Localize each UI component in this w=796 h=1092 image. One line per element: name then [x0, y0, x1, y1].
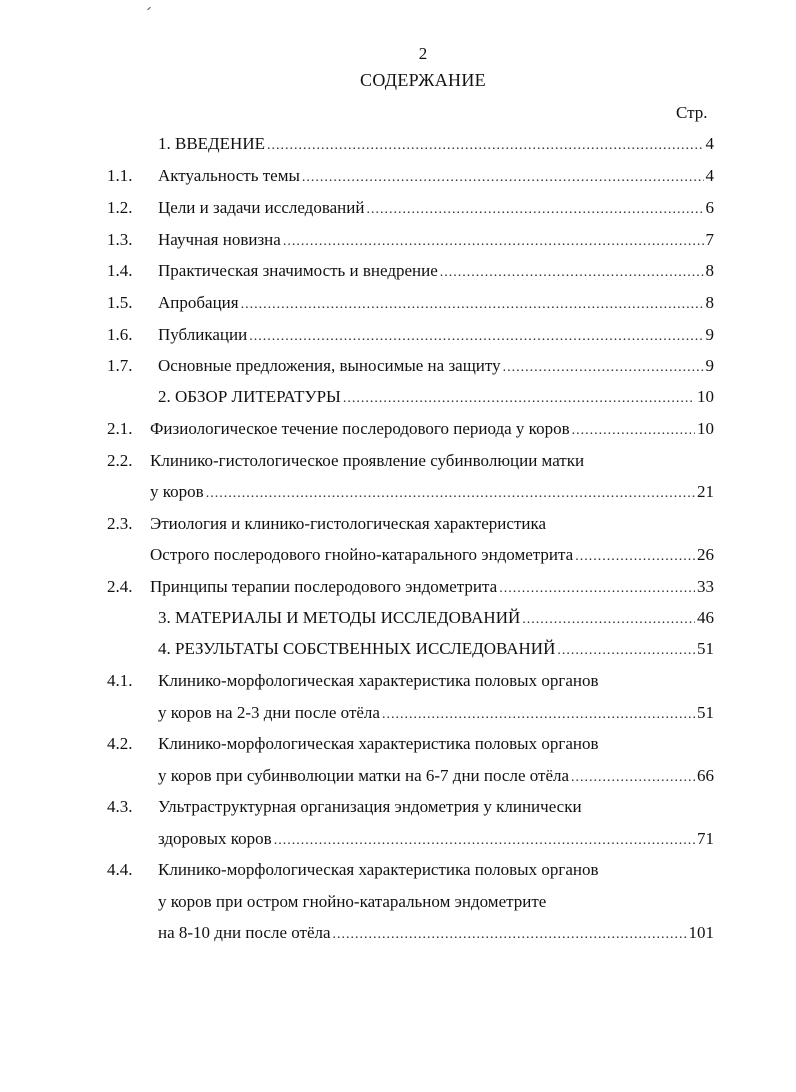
- toc-entry-title: Научная новизна: [158, 230, 281, 249]
- toc-entry-title: у коров при остром гнойно-катаральном эндометрите: [158, 892, 547, 911]
- toc-entry: [0, 576, 796, 598]
- toc-entry-title: у коров при субинволюции матки на 6-7 дни после отёла: [158, 766, 570, 785]
- toc-entry-page: 21: [697, 482, 714, 501]
- toc-entry-page: 33: [697, 577, 714, 596]
- toc-entry: [0, 544, 796, 566]
- toc-line: [158, 292, 714, 316]
- toc-entry: [0, 859, 796, 881]
- toc-entry-title: Цели и задачи исследований: [158, 198, 365, 217]
- toc-entry-number: 2.2.: [107, 451, 133, 470]
- toc-line: [158, 260, 714, 284]
- toc-entry-title: 4. РЕЗУЛЬТАТЫ СОБСТВЕННЫХ ИССЛЕДОВАНИЙ: [158, 639, 556, 658]
- toc-entry: [0, 386, 796, 408]
- toc-line: [158, 197, 714, 221]
- toc-entry-title: у коров: [150, 482, 204, 501]
- toc-entry-title: на 8-10 дни после отёла: [158, 923, 331, 942]
- toc-entry-page: 4: [705, 166, 714, 185]
- toc-entry-page: 10: [697, 419, 714, 438]
- leader-dots: [571, 767, 695, 789]
- toc-line: [158, 386, 714, 410]
- toc-line: [158, 765, 714, 789]
- toc-line: [158, 638, 714, 662]
- toc-line: [158, 133, 714, 157]
- toc-entry-title: Публикации: [158, 325, 248, 344]
- toc-entry-number: 2.1.: [107, 419, 133, 438]
- toc-entry: [0, 922, 796, 944]
- toc-entry-title: Клинико-морфологическая характеристика половых органов: [158, 671, 599, 690]
- toc-entry-title: Апробация: [158, 293, 239, 312]
- toc-entry-page: 51: [697, 703, 714, 722]
- toc-entry-title: Клинико-гистологическое проявление субинволюции матки: [150, 451, 585, 470]
- toc-entry-title: Принципы терапии послеродового эндометрита: [150, 577, 498, 596]
- toc-entry: [0, 450, 796, 472]
- toc-entry-number: 1.3.: [107, 230, 133, 249]
- toc-entry-number: 4.4.: [107, 860, 133, 879]
- toc-entry: [0, 133, 796, 155]
- toc-line: [158, 324, 714, 348]
- toc-entry-title: Основные предложения, выносимые на защиту: [158, 356, 501, 375]
- toc-entry-number: 4.3.: [107, 797, 133, 816]
- leader-dots: [206, 483, 695, 505]
- toc-entry-title: Клинико-морфологическая характеристика половых органов: [158, 860, 599, 879]
- toc-entry-page: 7: [705, 230, 714, 249]
- leader-dots: [333, 924, 687, 946]
- toc-line: [158, 355, 714, 379]
- leader-dots: [274, 830, 695, 852]
- toc-entry: [0, 796, 796, 818]
- leader-dots: [283, 231, 704, 253]
- toc-entry-page: 71: [697, 829, 714, 848]
- toc-entry: [0, 324, 796, 346]
- toc-entry: [0, 891, 796, 913]
- toc-entry-number: 1.6.: [107, 325, 133, 344]
- toc-entry: [0, 638, 796, 660]
- toc-entry-page: 101: [688, 923, 714, 942]
- toc-entry-number: 1.4.: [107, 261, 133, 280]
- toc-entry-page: 66: [697, 766, 714, 785]
- toc-line: [158, 229, 714, 253]
- toc-entry-number: 1.5.: [107, 293, 133, 312]
- toc-entry: [0, 197, 796, 219]
- toc-entry: [0, 260, 796, 282]
- toc-entry-page: 6: [705, 198, 714, 217]
- toc-entry-page: 10: [697, 387, 714, 406]
- toc-line: [150, 481, 714, 505]
- leader-dots: [382, 704, 695, 726]
- leader-dots: [575, 546, 695, 568]
- toc-entry: [0, 292, 796, 314]
- toc-entry-title: 2. ОБЗОР ЛИТЕРАТУРЫ: [158, 387, 341, 406]
- toc-entry: [0, 481, 796, 503]
- toc-entry-title: 1. ВВЕДЕНИЕ: [158, 134, 265, 153]
- toc-entry: [0, 418, 796, 440]
- toc-line: [158, 922, 714, 946]
- leader-dots: [522, 609, 695, 631]
- toc-entry-number: 1.2.: [107, 198, 133, 217]
- toc-entry: [0, 607, 796, 629]
- toc-entry-number: 1.1.: [107, 166, 133, 185]
- toc-entry-number: 4.2.: [107, 734, 133, 753]
- toc-line: [158, 165, 714, 189]
- leader-dots: [249, 326, 703, 348]
- toc-entry-title: Ультраструктурная организация эндометрия у клинически: [158, 797, 582, 816]
- leader-dots: [241, 294, 704, 316]
- toc-entry-number: 2.4.: [107, 577, 133, 596]
- toc-line: [150, 576, 714, 600]
- leader-dots: [267, 135, 704, 157]
- toc-entry-title: Физиологическое течение послеродового периода у коров: [150, 419, 570, 438]
- toc-entry-page: 9: [705, 356, 714, 375]
- toc-entry-title: Актуальность темы: [158, 166, 300, 185]
- toc-entry-number: 1.7.: [107, 356, 133, 375]
- toc-entry-number: 2.3.: [107, 514, 133, 533]
- leader-dots: [302, 167, 704, 189]
- toc-entry-page: 9: [705, 325, 714, 344]
- toc-entry-title: Клинико-морфологическая характеристика половых органов: [158, 734, 599, 753]
- leader-dots: [343, 388, 695, 410]
- toc-entry: [0, 670, 796, 692]
- toc-entry-page: 46: [697, 608, 714, 627]
- toc-entry: [0, 355, 796, 377]
- toc-entry: [0, 828, 796, 850]
- toc-entry-title: Этиология и клинико-гистологическая характеристика: [150, 514, 547, 533]
- toc-line: [158, 828, 714, 852]
- page-title: СОДЕРЖАНИЕ: [360, 70, 486, 90]
- toc-entry-page: 51: [697, 639, 714, 658]
- toc-entry-title: 3. МАТЕРИАЛЫ И МЕТОДЫ ИССЛЕДОВАНИЙ: [158, 608, 521, 627]
- toc-entry-title: здоровых коров: [158, 829, 272, 848]
- toc-entry-number: 4.1.: [107, 671, 133, 690]
- toc-entry-title: Острого послеродового гнойно-катарального эндометрита: [150, 545, 574, 564]
- stray-mark: [147, 7, 151, 11]
- leader-dots: [499, 578, 695, 600]
- leader-dots: [503, 357, 704, 379]
- page-number: 2: [418, 44, 428, 63]
- toc-entry-page: 8: [705, 293, 714, 312]
- leader-dots: [440, 262, 704, 284]
- toc-entry: [0, 702, 796, 724]
- toc-entry-title: Практическая значимость и внедрение: [158, 261, 438, 280]
- toc-line: [150, 544, 714, 568]
- toc-entry: [0, 733, 796, 755]
- leader-dots: [366, 199, 703, 221]
- pages-column-header: Стр.: [676, 103, 708, 122]
- toc-line: [150, 418, 714, 442]
- toc-entry-title: у коров на 2-3 дни после отёла: [158, 703, 380, 722]
- leader-dots: [572, 420, 695, 442]
- toc-entry-page: 8: [705, 261, 714, 280]
- toc-entry: [0, 765, 796, 787]
- toc-entry-page: 26: [697, 545, 714, 564]
- toc-line: [158, 607, 714, 631]
- toc-entry: [0, 229, 796, 251]
- toc-entry: [0, 513, 796, 535]
- toc-entry: [0, 165, 796, 187]
- leader-dots: [557, 640, 695, 662]
- toc-line: [158, 702, 714, 726]
- toc-entry-page: 4: [705, 134, 714, 153]
